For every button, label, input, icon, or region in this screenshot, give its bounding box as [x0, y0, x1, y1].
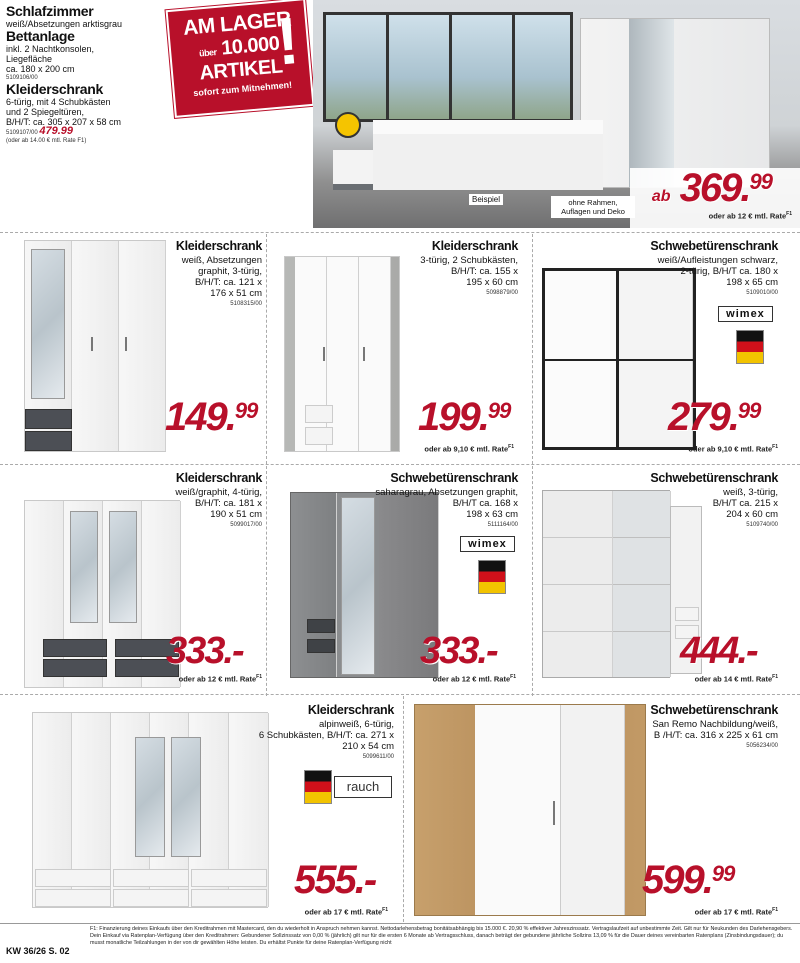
product-title: Kleiderschrank [307, 703, 394, 717]
divider [532, 234, 533, 464]
product-desc: weiß/Aufleistungen schwarz, 2-türig, B/H/T ca. 180 x 198 x 65 cm [657, 255, 778, 288]
stock-badge [166, 0, 315, 118]
product-desc: weiß, 3-türig, B/H/T ca. 215 x 204 x 60 cm [712, 487, 778, 520]
kleiderschrank-rate: (oder ab 14.00 € mtl. Rate F1) [6, 138, 87, 144]
product-desc: San Remo Nachbildung/weiß, B /H/T: ca. 316 x 225 x 61 cm [652, 719, 778, 741]
exclamation-icon: ! [273, 2, 302, 79]
product-art: 5108315/00 [230, 301, 262, 307]
product-desc: alpinweiß, 6-türig, 6 Schubkästen, B/H/T: ca. 271 x 210 x 54 cm [258, 719, 394, 752]
kleiderschrank-art-row [6, 127, 176, 137]
product-title: Schwebetürenschrank [650, 471, 778, 485]
wimex-logo: wimex [460, 536, 515, 552]
divider [0, 694, 800, 695]
product-rate: oder ab 17 € mtl. Rate$^{F1}$ [304, 907, 388, 917]
divider [0, 464, 800, 465]
product-title: Schwebetürenschrank [650, 703, 778, 717]
bettanlage-line: ca. 180 x 200 cm [6, 64, 75, 74]
energy-label-icon [335, 112, 361, 138]
wardrobe-illustration [580, 18, 770, 188]
bettanlage-line: Liegefläche [6, 54, 53, 64]
hero-image [313, 0, 800, 228]
product-rate: oder ab 9,10 € mtl. Rate$^{F1}$ [688, 444, 778, 454]
window-illustration [323, 12, 573, 122]
product-image [32, 712, 268, 908]
kleiderschrank-title: Kleiderschrank [6, 81, 103, 97]
bed-illustration [373, 120, 603, 190]
product-art: 5099611/00 [362, 754, 394, 760]
header-info [6, 4, 176, 145]
bettanlage-title: Bettanlage [6, 28, 75, 44]
product-image [24, 500, 180, 688]
product-price: 444.- [680, 630, 757, 672]
product-price: 279.99 [668, 395, 761, 439]
product-desc: saharagrau, Absetzungen graphit, B/H/T ca. 168 x 198 x 63 cm [375, 487, 518, 520]
product-price: 199.99 [418, 395, 511, 439]
rate-sup: F1 [786, 211, 792, 217]
divider [0, 232, 800, 233]
divider [532, 466, 533, 696]
badge-line1: AM LAGER [182, 7, 292, 40]
product-price: 333.- [166, 630, 243, 672]
kleiderschrank-line: und 2 Spiegeltüren, [6, 107, 85, 117]
footer [0, 923, 800, 963]
nightstand-illustration [333, 150, 378, 190]
bettanlage-art: 5109106/00 [6, 75, 38, 81]
product-price: 333.- [420, 630, 497, 672]
product-desc: weiß, Absetzungen graphit, 3-türig, B/H/T: ca. 121 x 176 x 51 cm [181, 255, 262, 299]
divider [403, 696, 404, 922]
product-art: 5099017/00 [230, 522, 262, 528]
badge-line3: ARTIKEL [198, 55, 284, 85]
product-art: 5056234/00 [746, 743, 778, 749]
product-rate: oder ab 12 € mtl. Rate$^{F1}$ [178, 674, 262, 684]
product-image [414, 704, 646, 916]
product-art: 5111164/00 [487, 522, 518, 528]
product-price: 599.99 [642, 858, 735, 902]
product-art: 5098879/00 [486, 290, 518, 296]
badge-small: über [198, 47, 217, 59]
calendar-week: KW 36/26 S. 02 [6, 946, 70, 956]
hero-price-main: 369. [679, 166, 750, 210]
divider [266, 234, 267, 464]
rauch-logo: rauch [334, 776, 392, 798]
hero-price-prefix: ab [651, 188, 671, 205]
badge-count: 10.000 [220, 32, 281, 60]
kleiderschrank-line: 6-türig, mit 4 Schubkästen [6, 97, 111, 107]
badge-line4: sofort zum Mitnehmen! [192, 79, 293, 99]
product-rate: oder ab 14 € mtl. Rate$^{F1}$ [694, 674, 778, 684]
product-title: Kleiderschrank [175, 471, 262, 485]
made-in-germany-icon [736, 330, 764, 364]
hero-rate-text: oder ab 12 € mtl. Rate [708, 211, 787, 221]
product-rate: oder ab 9,10 € mtl. Rate$^{F1}$ [424, 444, 514, 454]
kleiderschrank-art: 5109107/00 [6, 130, 38, 136]
product-image [542, 490, 670, 678]
hero-note: ohne Rahmen, Auflagen und Deko [551, 196, 635, 218]
product-image [24, 240, 166, 452]
product-image [284, 256, 400, 452]
product-art: 5109010/00 [746, 290, 778, 296]
product-desc: weiß/graphit, 4-türig, B/H/T: ca. 181 x 190 x 51 cm [175, 487, 262, 520]
page-title: Schlafzimmer [6, 3, 94, 19]
hero-rate [709, 211, 792, 221]
product-price: 149.99 [165, 395, 258, 439]
product-desc: 3-türig, 2 Schubkästen, B/H/T: ca. 155 x 195 x 60 cm [420, 255, 518, 288]
wimex-logo: wimex [718, 306, 773, 322]
page-subtitle: weiß/Absetzungen arktisgrau [6, 19, 123, 29]
product-title: Kleiderschrank [175, 239, 262, 253]
made-in-germany-icon [478, 560, 506, 594]
made-in-germany-icon [304, 770, 332, 804]
product-rate: oder ab 12 € mtl. Rate$^{F1}$ [432, 674, 516, 684]
hero-price-dec: 99 [749, 169, 772, 194]
product-title: Schwebetürenschrank [650, 239, 778, 253]
example-label: Beispiel [469, 194, 503, 205]
product-title: Schwebetürenschrank [390, 471, 518, 485]
bettanlage-line: inkl. 2 Nachtkonsolen, [6, 44, 95, 54]
product-price: 555.- [294, 858, 376, 902]
product-rate: oder ab 17 € mtl. Rate$^{F1}$ [694, 907, 778, 917]
kleiderschrank-old-price: 479.99 [39, 125, 74, 137]
hero-price [652, 168, 772, 208]
kleiderschrank-line: B/H/T: ca. 305 x 207 x 58 cm [6, 117, 122, 127]
product-art: 5109740/00 [746, 522, 778, 528]
footnote: F1: Finanzierung deines Einkaufs über den Kreditrahmen mit Mastercard, den du wiederholt in Anspruch nehmen kannst. Nettodarlehensbetrag bonitätsabhängig bis 15.000 €. 20,90 % effektiver Jahreszinssatz. Vertragslaufzeit auf unbestimmte Zeit. Gilt nur für Neukunden des Darlehensgebers. Dein Einkauf via Ratenplan-Verfügung über den Kreditrahmen: Gebundener Sollzinssatz von 0,00 % (jährlich) gilt nur für die ersten 6 Monate ab Vertragsschluss, danach beträgt der gebundene jährliche Sollzins 13,09 % für die Dauer deines vereinbarten Ratenplans (Zinsbindungsdauer); du musst monatliche Teilzahlungen in der von dir gewählten Höhe leisten. Du erhältst Punkte für deine Ratenplan-Verfügung nicht [90, 926, 793, 946]
divider [266, 466, 267, 696]
product-title: Kleiderschrank [431, 239, 518, 253]
